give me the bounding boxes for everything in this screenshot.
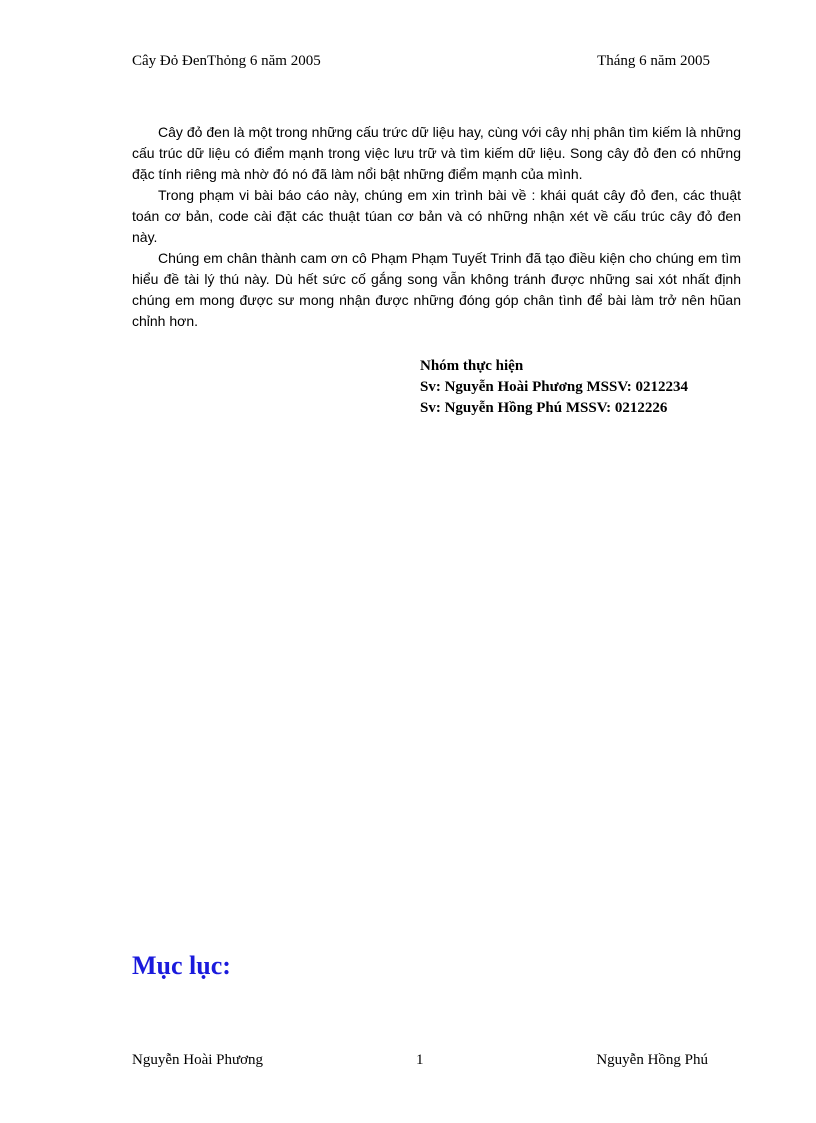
document-body: [132, 122, 741, 332]
toc-heading: Mục lục:: [132, 951, 231, 980]
page-header: [132, 53, 710, 73]
member-2: Sv: Nguyễn Hồng Phú MSSV: 0212226: [420, 400, 668, 416]
signature-block: [420, 356, 688, 419]
header-right-text: Tháng 6 năm 2005: [597, 53, 710, 69]
scope-paragraph: Trong phạm vi bài báo cáo này, chúng em xin trình bài về : khái quát cây đỏ đen, các thuật toán cơ bản, code cài đặt các thuật túan cơ bản và có những nhận xét về cấu trúc cây đỏ đen này.: [132, 187, 741, 245]
page-footer: [132, 1052, 710, 1072]
footer-right-text: Nguyễn Hồng Phú: [596, 1052, 708, 1068]
member-1: Sv: Nguyễn Hoài Phương MSSV: 0212234: [420, 379, 689, 395]
thanks-paragraph: Chúng em chân thành cam ơn cô Phạm Phạm Tuyết Trinh đã tạo điều kiện cho chúng em tìm hiểu đề tài lý thú này. Dù hết sức cố gắng song vẫn không tránh được những sai xót nhất định chúng em mong được sư mong nhận được những đóng góp chân tình để bài làm trở nên hũan chỉnh hơn.: [132, 250, 741, 329]
page-number: 1: [416, 1052, 424, 1068]
intro-paragraph: Cây đỏ đen là một trong những cấu trức dữ liệu hay, cùng với cây nhị phân tìm kiếm là những cấu trúc dữ liệu có điểm mạnh trong việc lưu trữ và tìm kiếm dữ liệu. Song cây đỏ đen có những đặc tính riêng mà nhờ đó nó đã làm nổi bật những điểm mạnh của mình.: [132, 124, 741, 182]
header-left-text: Cây Đỏ ĐenThỏng 6 năm 2005: [132, 53, 321, 69]
footer-left-text: Nguyễn Hoài Phương: [132, 1052, 264, 1068]
group-label: Nhóm thực hiện: [420, 358, 524, 374]
